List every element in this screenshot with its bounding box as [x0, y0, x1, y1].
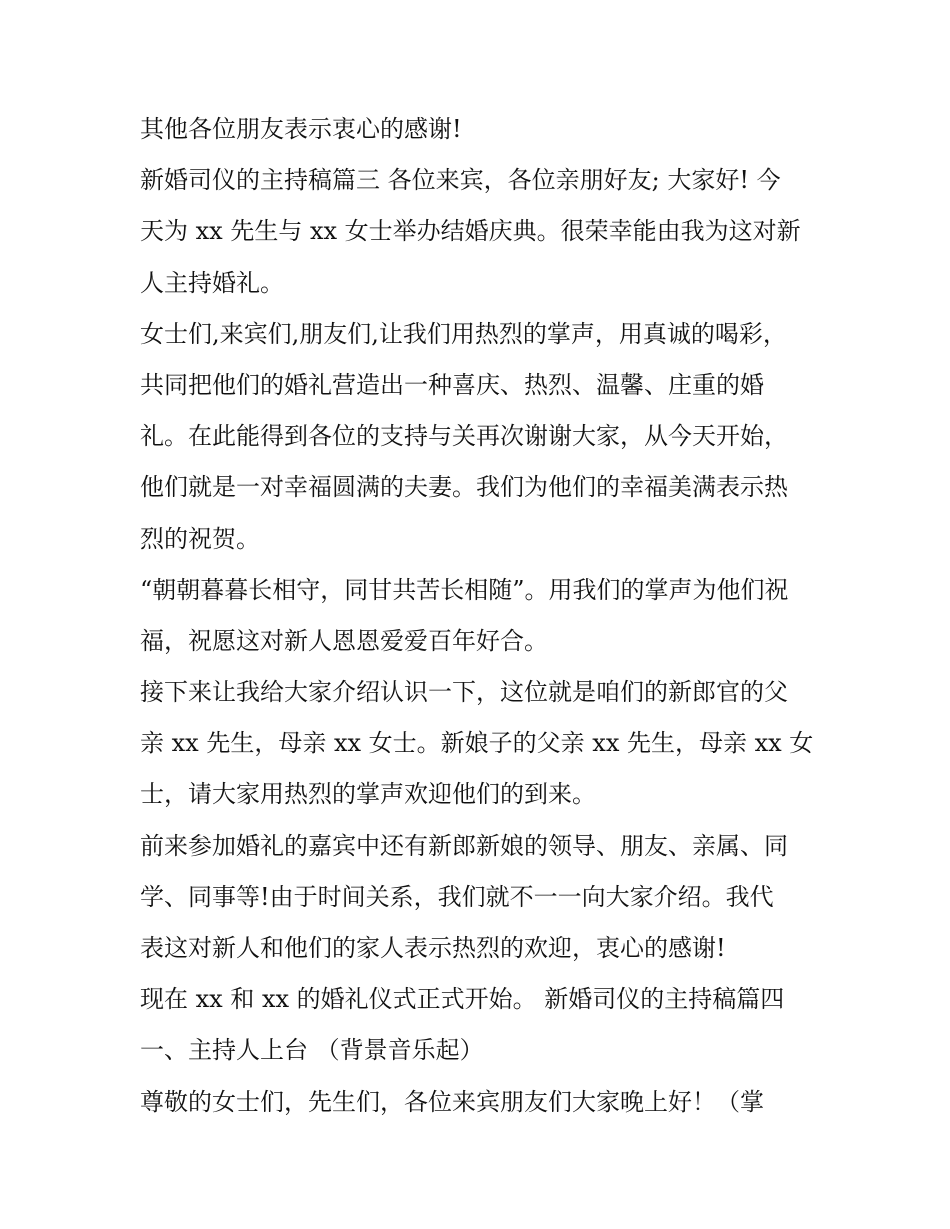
text-line: 他们就是一对幸福圆满的夫妻。我们为他们的幸福美满表示热	[140, 473, 788, 502]
document-body	[140, 104, 820, 1128]
text-line: 现在 xx 和 xx 的婚礼仪式正式开始。 新婚司仪的主持稿篇四	[140, 985, 785, 1014]
text-line: 共同把他们的婚礼营造出一种喜庆、热烈、温馨、庄重的婚	[140, 370, 764, 399]
text-line: 接下来让我给大家介绍认识一下，这位就是咱们的新郎官的父	[140, 678, 788, 707]
text-line: 礼。在此能得到各位的支持与关再次谢谢大家，从今天开始，	[140, 422, 788, 451]
text-line: 其他各位朋友表示衷心的感谢!	[140, 115, 462, 143]
text-line: 尊敬的女士们，先生们，各位来宾朋友们大家晚上好！（掌	[140, 1087, 764, 1116]
text-line: 士，请大家用热烈的掌声欢迎他们的到来。	[140, 780, 596, 809]
text-line: 一、主持人上台 （背景音乐起）	[140, 1036, 484, 1065]
text-line: 天为 xx 先生与 xx 女士举办结婚庆典。很荣幸能由我为这对新	[140, 217, 801, 246]
text-line: 人主持婚礼。	[140, 268, 284, 297]
text-line: 亲 xx 先生，母亲 xx 女士。新娘子的父亲 xx 先生，母亲 xx 女	[140, 729, 814, 758]
text-line: 表这对新人和他们的家人表示热烈的欢迎，衷心的感谢!	[140, 934, 726, 962]
text-line: 烈的祝贺。	[140, 524, 260, 553]
text-line: 学、同事等!由于时间关系，我们就不一一向大家介绍。我代	[140, 882, 774, 911]
text-line: 新婚司仪的主持稿篇三 各位来宾，各位亲朋好友; 大家好! 今	[140, 166, 781, 195]
text-line: 女士们,来宾们,朋友们,让我们用热烈的掌声，用真诚的喝彩，	[140, 319, 787, 348]
text-line: “朝朝暮暮长相守，同甘共苦长相随”。用我们的掌声为他们祝	[140, 575, 789, 604]
text-line: 福，祝愿这对新人恩恩爱爱百年好合。	[140, 626, 548, 655]
text-line: 前来参加婚礼的嘉宾中还有新郎新娘的领导、朋友、亲属、同	[140, 831, 788, 860]
